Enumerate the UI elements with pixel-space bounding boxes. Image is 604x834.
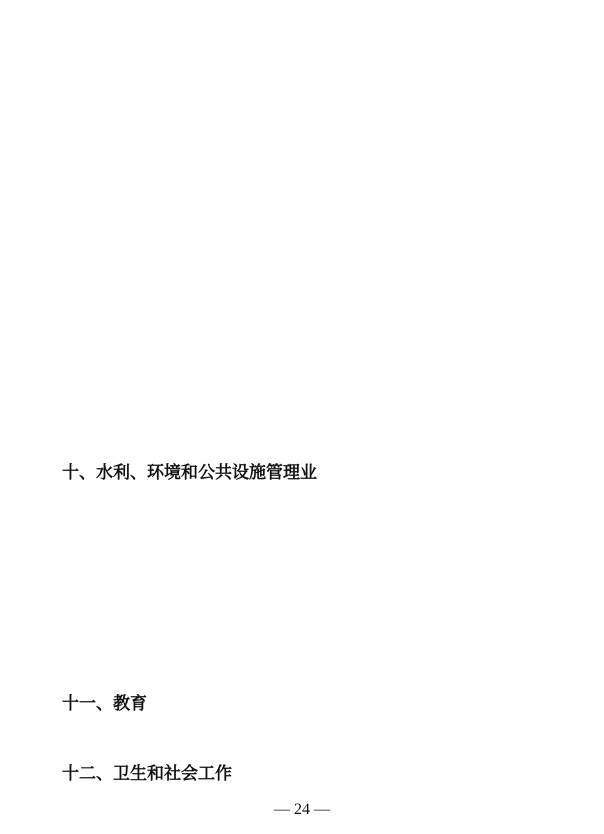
page-number: — 24 — <box>274 801 330 818</box>
section-heading: 十、水利、环境和公共设施管理业 <box>62 463 317 483</box>
section-heading: 十二、卫生和社会工作 <box>62 764 232 784</box>
section-heading: 十一、教育 <box>62 694 147 714</box>
